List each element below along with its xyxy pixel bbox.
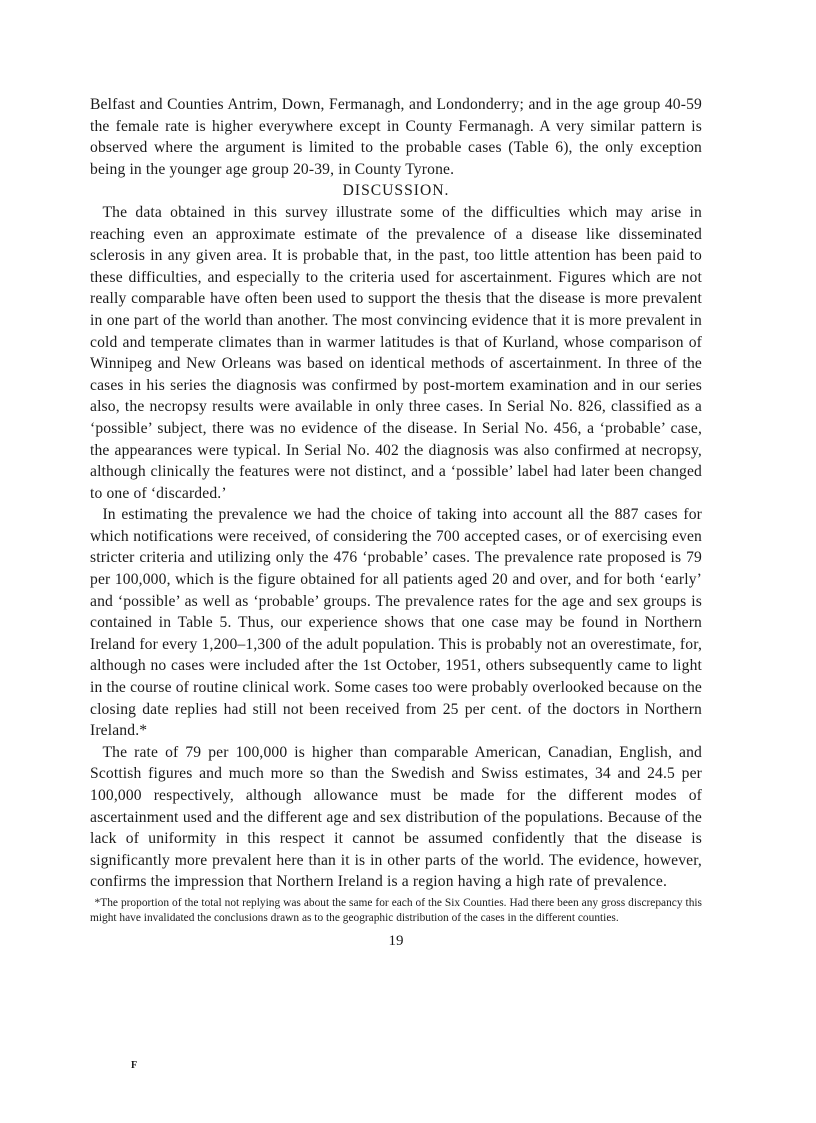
paragraph-discussion-2: In estimating the prevalence we had the choice of taking into account all the 887 cases for which notifications were received, of considering the 700 accepted cases, or of exercising even stricter criteria and utilizing only the 476 ‘probable’ cases. The prevalence rate proposed is 79 per 100,000, which is the figure obtained for all patients aged 20 and over, and for both ‘early’ and ‘possible’ as well as ‘probable’ groups. The prevalence rates for the age and sex groups is contained in Table 5. Thus, our experience shows that one case may be found in Northern Ireland for every 1,200–1,300 of the adult population. This is probably not an overestimate, for, although no cases were included after the 1st October, 1951, others subsequently came to light in the course of routine clinical work. Some cases too were probably overlooked because on the closing date replies had still not been received from 25 per cent. of the doctors in Northern Ireland.* (90, 506, 702, 740)
paragraph-continuation: Belfast and Counties Antrim, Down, Fermanagh, and Londonderry; and in the age group 40-59 the female rate is higher everywhere except in County Fermanagh. A very similar pattern is observed where the argument is limited to the probable cases (Table 6), the only exception being in the younger age group 20-39, in County Tyrone. (90, 96, 702, 178)
page-number: 19 (388, 932, 404, 949)
page-body (90, 94, 702, 951)
paragraph-discussion-3: The rate of 79 per 100,000 is higher than comparable American, Canadian, English, and Scottish figures and much more so than the Swedish and Swiss estimates, 34 and 24.5 per 100,000 respectively, although allowance must be made for the different modes of ascertainment used and the different age and sex distribution of the populations. Because of the lack of uniformity in this respect it cannot be assumed confidently that the disease is significantly more prevalent here than it is in other parts of the world. The evidence, however, confirms the impression that Northern Ireland is a region having a high rate of prevalence. (90, 743, 702, 891)
paragraph-discussion-1: The data obtained in this survey illustrate some of the difficulties which may arise in reaching even an approximate estimate of the prevalence of a disease like disseminated sclerosis in any given area. It is probable that, in the past, too little attention has been paid to these difficulties, and especially to the criteria used for ascertainment. Figures which are not really comparable have often been used to support the thesis that the disease is more prevalent in one part of the world than another. The most convincing evidence that it is more prevalent in cold and temperate climates than in warmer latitudes is that of Kurland, whose comparison of Winnipeg and New Orleans was based on identical methods of ascertainment. In three of the cases in his series the diagnosis was confirmed by post-mortem examination and in our series also, the necropsy results were available in only three cases. In Serial No. 826, classified as a ‘possible’ subject, there was no evidence of the disease. In Serial No. 456, a ‘probable’ case, the appearances were typical. In Serial No. 402 the diagnosis was also confirmed at necropsy, although clinically the features were not distinct, and a ‘possible’ label had later been changed to one of ‘discarded.’ (90, 203, 702, 502)
signature-mark: F (131, 1060, 138, 1071)
footnote: *The proportion of the total not replying was about the same for each of the Six Counties. Had there been any gross discrepancy this might have invalidated the conclusions drawn as to the geographic distribution of the cases in the different counties. (90, 896, 702, 925)
section-heading-discussion: DISCUSSION. (342, 182, 450, 200)
